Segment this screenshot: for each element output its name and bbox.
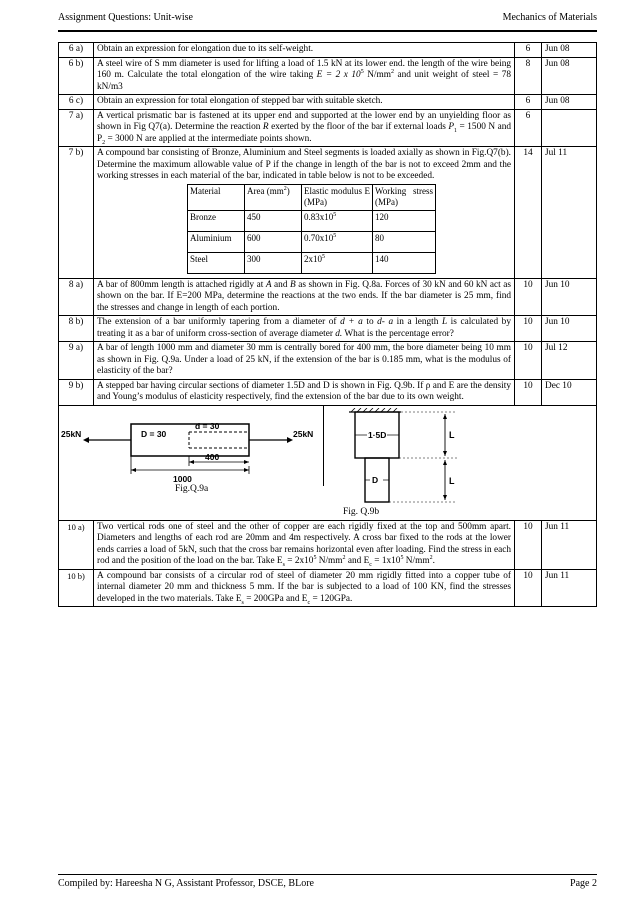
question-text: Obtain an expression for total elongation of stepped bar with suitable sketch.: [94, 95, 515, 110]
footer-right: Page 2: [570, 878, 597, 889]
material-row: Steel 300 $2x10^5$ 140: [188, 252, 436, 273]
bore-length-label: 400: [205, 451, 220, 462]
header-right: Mechanics of Materials: [502, 12, 597, 23]
question-number: 10 b): [59, 569, 94, 607]
question-marks: 10: [515, 342, 542, 380]
table-row: [59, 57, 597, 95]
question-marks: 10: [515, 316, 542, 342]
question-text: A stepped bar having circular sections of diameter 1.5D and D is shown in Fig. Q.9b. If ρ and E are the density and Young’s modulus of elasticity respectively, find the extension of the bar due to its own weight.: [94, 379, 515, 405]
questions-table: [58, 42, 597, 607]
question-marks: 8: [515, 57, 542, 95]
question-marks: 6: [515, 95, 542, 110]
bore-dia-label: d = 30: [195, 420, 220, 431]
table-row: [59, 109, 597, 147]
question-marks: 10: [515, 520, 542, 569]
figure-row: [59, 405, 597, 520]
question-number: 7 a): [59, 109, 94, 147]
fig-q9a-caption: Fig.Q.9a: [175, 483, 209, 494]
question-text: A compound bar consists of a circular rod of steel of diameter 20 mm rigidly fitted into a copper tube of internal diameter 20 mm and thickness 5 mm. If the bar is subjected to a load of 100 KN, find the stresses developed in the two materials. Take $E_s = 200GPa$ and $E_c = 120GPa$.: [94, 569, 515, 607]
figure-divider: [323, 406, 324, 486]
figure-cell: [59, 405, 597, 520]
table-row: [59, 520, 597, 569]
lower-length-label: L: [449, 475, 455, 486]
question-text: A bar of length 1000 mm and diameter 30 mm is centrally bored for 400 mm, the bore diameter being 10 mm as shown in Fig. Q.9a. Under a load of 25 kN, if the extension of the bar is 0.185 mm, what is the modulus of elasticity of the bar?: [94, 342, 515, 380]
header-left: Assignment Questions: Unit-wise: [58, 12, 193, 23]
outer-dia-label: D = 30: [141, 428, 167, 439]
upper-length-label: L: [449, 429, 455, 440]
question-date: Dec 10: [542, 379, 597, 405]
question-marks: 10: [515, 569, 542, 607]
material-row: Bronze 450 $0.83x10^5$ 120: [188, 210, 436, 231]
question-date: Jun 08: [542, 57, 597, 95]
table-row: [59, 43, 597, 58]
question-number: 6 c): [59, 95, 94, 110]
question-number: 8 b): [59, 316, 94, 342]
question-date: Jun 08: [542, 95, 597, 110]
table-row: [59, 379, 597, 405]
question-text: The extension of a bar uniformly tapering from a diameter of d + a to d- a in a length L is calculated by treating it as a bar of uniform cross-section of average diameter d. What is the percentage error?: [94, 316, 515, 342]
total-length-label: 1000: [173, 473, 192, 484]
table-row: [59, 316, 597, 342]
question-date: Jul 12: [542, 342, 597, 380]
question-marks: 10: [515, 379, 542, 405]
table-row: [59, 147, 597, 279]
question-marks: 14: [515, 147, 542, 279]
question-number: 8 a): [59, 278, 94, 316]
material-table-header: Material Area $(mm^2)$ Elastic modulus E (MPa) Working stress (MPa): [188, 184, 436, 210]
question-text: Obtain an expression for elongation due to its self-weight.: [94, 43, 515, 58]
question-date: Jun 10: [542, 316, 597, 342]
material-table: [187, 184, 436, 274]
table-row: [59, 342, 597, 380]
question-number: 9 b): [59, 379, 94, 405]
question-text: Two vertical rods one of steel and the other of copper are each rigidly fixed at the top and 500mm apart. Diameters and lengths of each rod are 20mm and 4m respectively. A cross bar fixed to the rods at the lower ends carries a load of 5kN, such that the cross bar remains horizontal even after loading. Find the stress in each rod and the position of the load on the bar. Take $E_s = 2x10^5$ $N/mm^2$ and $E_c = 1x10^5$ $N/mm^2$.: [94, 520, 515, 569]
question-text: A bar of 800mm length is attached rigidly at A and B as shown in Fig. Q.8a. Forces of 30 kN and 60 kN act as shown on the bar. If E=200 MPa, determine the reactions at the two ends. If the bar diameter is 25 mm, find the stresses and change in length of each portion.: [94, 278, 515, 316]
question-number: 10 a): [59, 520, 94, 569]
page-header: [58, 8, 597, 32]
left-load-label: 25kN: [61, 428, 82, 439]
fig-q9b-diagram: [339, 408, 479, 508]
question-marks: 6: [515, 43, 542, 58]
upper-dia-label: 1·5D: [368, 429, 387, 440]
question-date: Jun 11: [542, 520, 597, 569]
question-text: A steel wire of S mm diameter is used for lifting a load of 1.5 kN at its lower end. the length of the wire being 160 m. Calculate the total elongation of the wire taking E = 2 x $10^5$ $N/mm^2$ and unit weight of steel = 78 kN/m3: [94, 57, 515, 95]
table-row: [59, 569, 597, 607]
question-text: A vertical prismatic bar is fastened at its upper end and supported at the lower end by an unyielding floor as shown in Fig Q7(a). Determine the reaction R exerted by the floor of the bar if external loads $P_1 = 1500$ N and $P_2 = 3000$ N are applied at the intermediate points shown.: [94, 109, 515, 147]
fig-q9b-caption: Fig. Q.9b: [343, 506, 380, 517]
question-number: 6 a): [59, 43, 94, 58]
right-load-label: 25kN: [293, 428, 314, 439]
question-number: 9 a): [59, 342, 94, 380]
question-number: 7 b): [59, 147, 94, 279]
question-number: 6 b): [59, 57, 94, 95]
lower-dia-label: D: [372, 474, 379, 485]
question-text: A compound bar consisting of Bronze, Aluminium and Steel segments is loaded axially as shown in Fig.Q7(b). Determine the maximum allowable value of P if the change in length of the bar is not to exceed 2mm and the working stresses in each material of the bar, indicated in table below is not to be exceeded. Material Area $(mm^2)$ Elastic modulus E (MPa) Working stress (MPa) Bronze 450 $0.83x10^5$ 120 Aluminium 600 $0.70x10^5$ 80 Steel 300 $2x10^5$ 140: [94, 147, 515, 279]
question-marks: 10: [515, 278, 542, 316]
question-date: Jun 10: [542, 278, 597, 316]
page-footer: [58, 874, 597, 889]
question-date: [542, 109, 597, 147]
fig-q9a-diagram: [61, 412, 331, 490]
footer-left: Compiled by: Hareesha N G, Assistant Professor, DSCE, BLore: [58, 878, 314, 889]
material-row: Aluminium 600 $0.70x10^5$ 80: [188, 231, 436, 252]
question-marks: 6: [515, 109, 542, 147]
question-date: Jun 11: [542, 569, 597, 607]
table-row: [59, 95, 597, 110]
table-row: [59, 278, 597, 316]
question-date: Jul 11: [542, 147, 597, 279]
question-date: Jun 08: [542, 43, 597, 58]
